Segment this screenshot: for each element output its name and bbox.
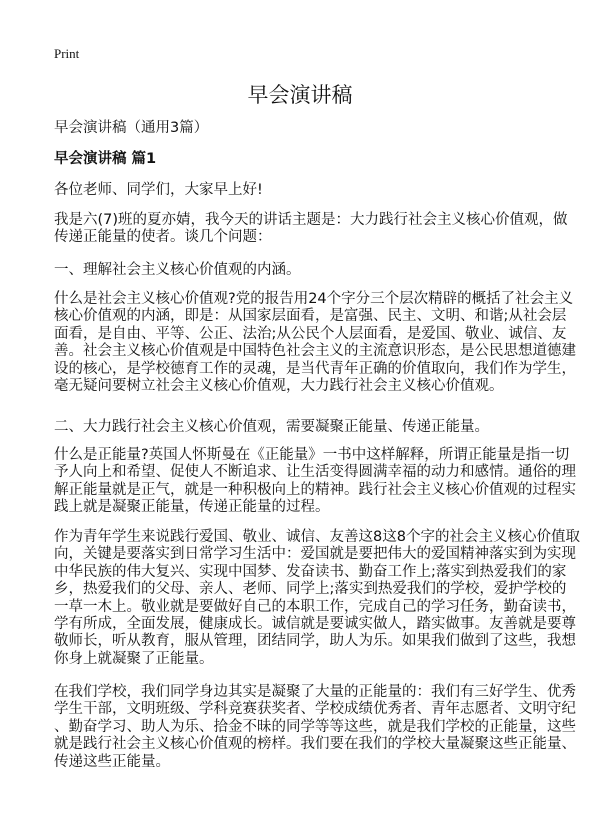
text-line: 毫无疑问要树立社会主义核心价值观，大力践行社会主义核心价值观。 — [54, 378, 504, 395]
text-line: 予人向上和希望、促使人不断追求、让生活变得圆满幸福的动力和感情。通俗的理 — [54, 464, 576, 481]
text-line: 设的核心，是学校德育工作的灵魂，是当代青年正确的价值取向，我们作为学生， — [54, 360, 576, 377]
text-line: 向，关键是要落实到日常学习生活中：爱国就是要把伟大的爱国精神落实到为实现 — [54, 546, 576, 563]
text-line: 在我们学校，我们同学身边其实是凝聚了大量的正能量的：我们有三好学生、优秀 — [54, 684, 576, 700]
text-line: 作为青年学生来说践行爱国、敬业、诚信、友善这8这8个字的社会主义核心价值取 — [54, 529, 580, 545]
text-line: 善。社会主义核心价值观是中国特色社会主义的主流意识形态，是公民思想道德建 — [54, 343, 576, 360]
paragraph-3 — [54, 529, 580, 668]
text-line: 学生干部，文明班级、学科竞赛获奖者、学校成绩优秀者、青年志愿者、文明守纪 — [54, 701, 576, 718]
text-line: 什么是社会主义核心价值观?党的报告用24个字分三个层次精辟的概括了社会主义 — [54, 291, 574, 307]
page-title: 早会演讲稿 — [247, 83, 353, 107]
point-2-heading: 二、大力践行社会主义核心价值观，需要凝聚正能量、传递正能量。 — [54, 419, 489, 435]
text-line: 学有所成，全面发展，健康成长。诚信就是要诚实做人，踏实做事。友善就是要尊 — [54, 616, 576, 633]
paragraph-2 — [54, 447, 576, 517]
paragraph-1 — [54, 291, 576, 395]
text-line: 我是六(7)班的夏亦婧，我今天的讲话主题是：大力践行社会主义核心价值观，做 — [54, 212, 568, 228]
text-line: 解正能量就是正气，就是一种积极向上的精神。践行社会主义核心价值观的过程实 — [54, 481, 576, 498]
print-link[interactable]: Print — [54, 46, 80, 61]
greeting: 各位老师、同学们，大家早上好! — [54, 182, 263, 198]
text-line: 什么是正能量?英国人怀斯曼在《正能量》一书中这样解释，所谓正能量是指一切 — [54, 447, 570, 463]
text-line: 践上就是凝聚正能量，传递正能量的过程。 — [54, 499, 330, 516]
text-line: 传递这些正能量。 — [54, 753, 170, 770]
text-line: 一草一木上。敬业就是要做好自己的本职工作，完成自己的学习任务，勤奋读书， — [54, 598, 576, 615]
text-line: 面看，是自由、平等、公正、法治;从公民个人层面看，是爱国、敬业、诚信、友 — [54, 325, 567, 342]
text-line: 核心价值观的内涵，即是：从国家层面看，是富强、民主、文明、和谐;从社会层 — [54, 308, 567, 325]
text-line: 就是践行社会主义核心价值观的榜样。我们要在我们的学校大量凝聚这些正能量、 — [54, 736, 576, 753]
section-heading: 早会演讲稿 篇1 — [54, 151, 157, 167]
intro-paragraph — [54, 212, 568, 247]
text-line: 、勤奋学习、助人为乐、拾金不昧的同学等等这些，就是我们学校的正能量，这些 — [54, 718, 576, 735]
text-line: 你身上就凝聚了正能量。 — [54, 650, 214, 667]
text-line: 传递正能量的使者。谈几个问题： — [54, 229, 272, 246]
text-line: 中华民族的伟大复兴、实现中国梦、发奋读书、勤奋工作上;落实到热爱我们的家 — [54, 563, 567, 580]
paragraph-4 — [54, 684, 576, 771]
subtitle: 早会演讲稿（通用3篇） — [54, 120, 209, 136]
point-1-heading: 一、理解社会主义核心价值观的内涵。 — [54, 262, 301, 278]
text-line: 乡，热爱我们的父母、亲人、老师、同学上;落实到热爱我们的学校，爱护学校的 — [54, 581, 567, 598]
text-line: 敬师长，听从教育，服从管理，团结同学，助人为乐。如果我们做到了这些，我想 — [54, 633, 576, 650]
